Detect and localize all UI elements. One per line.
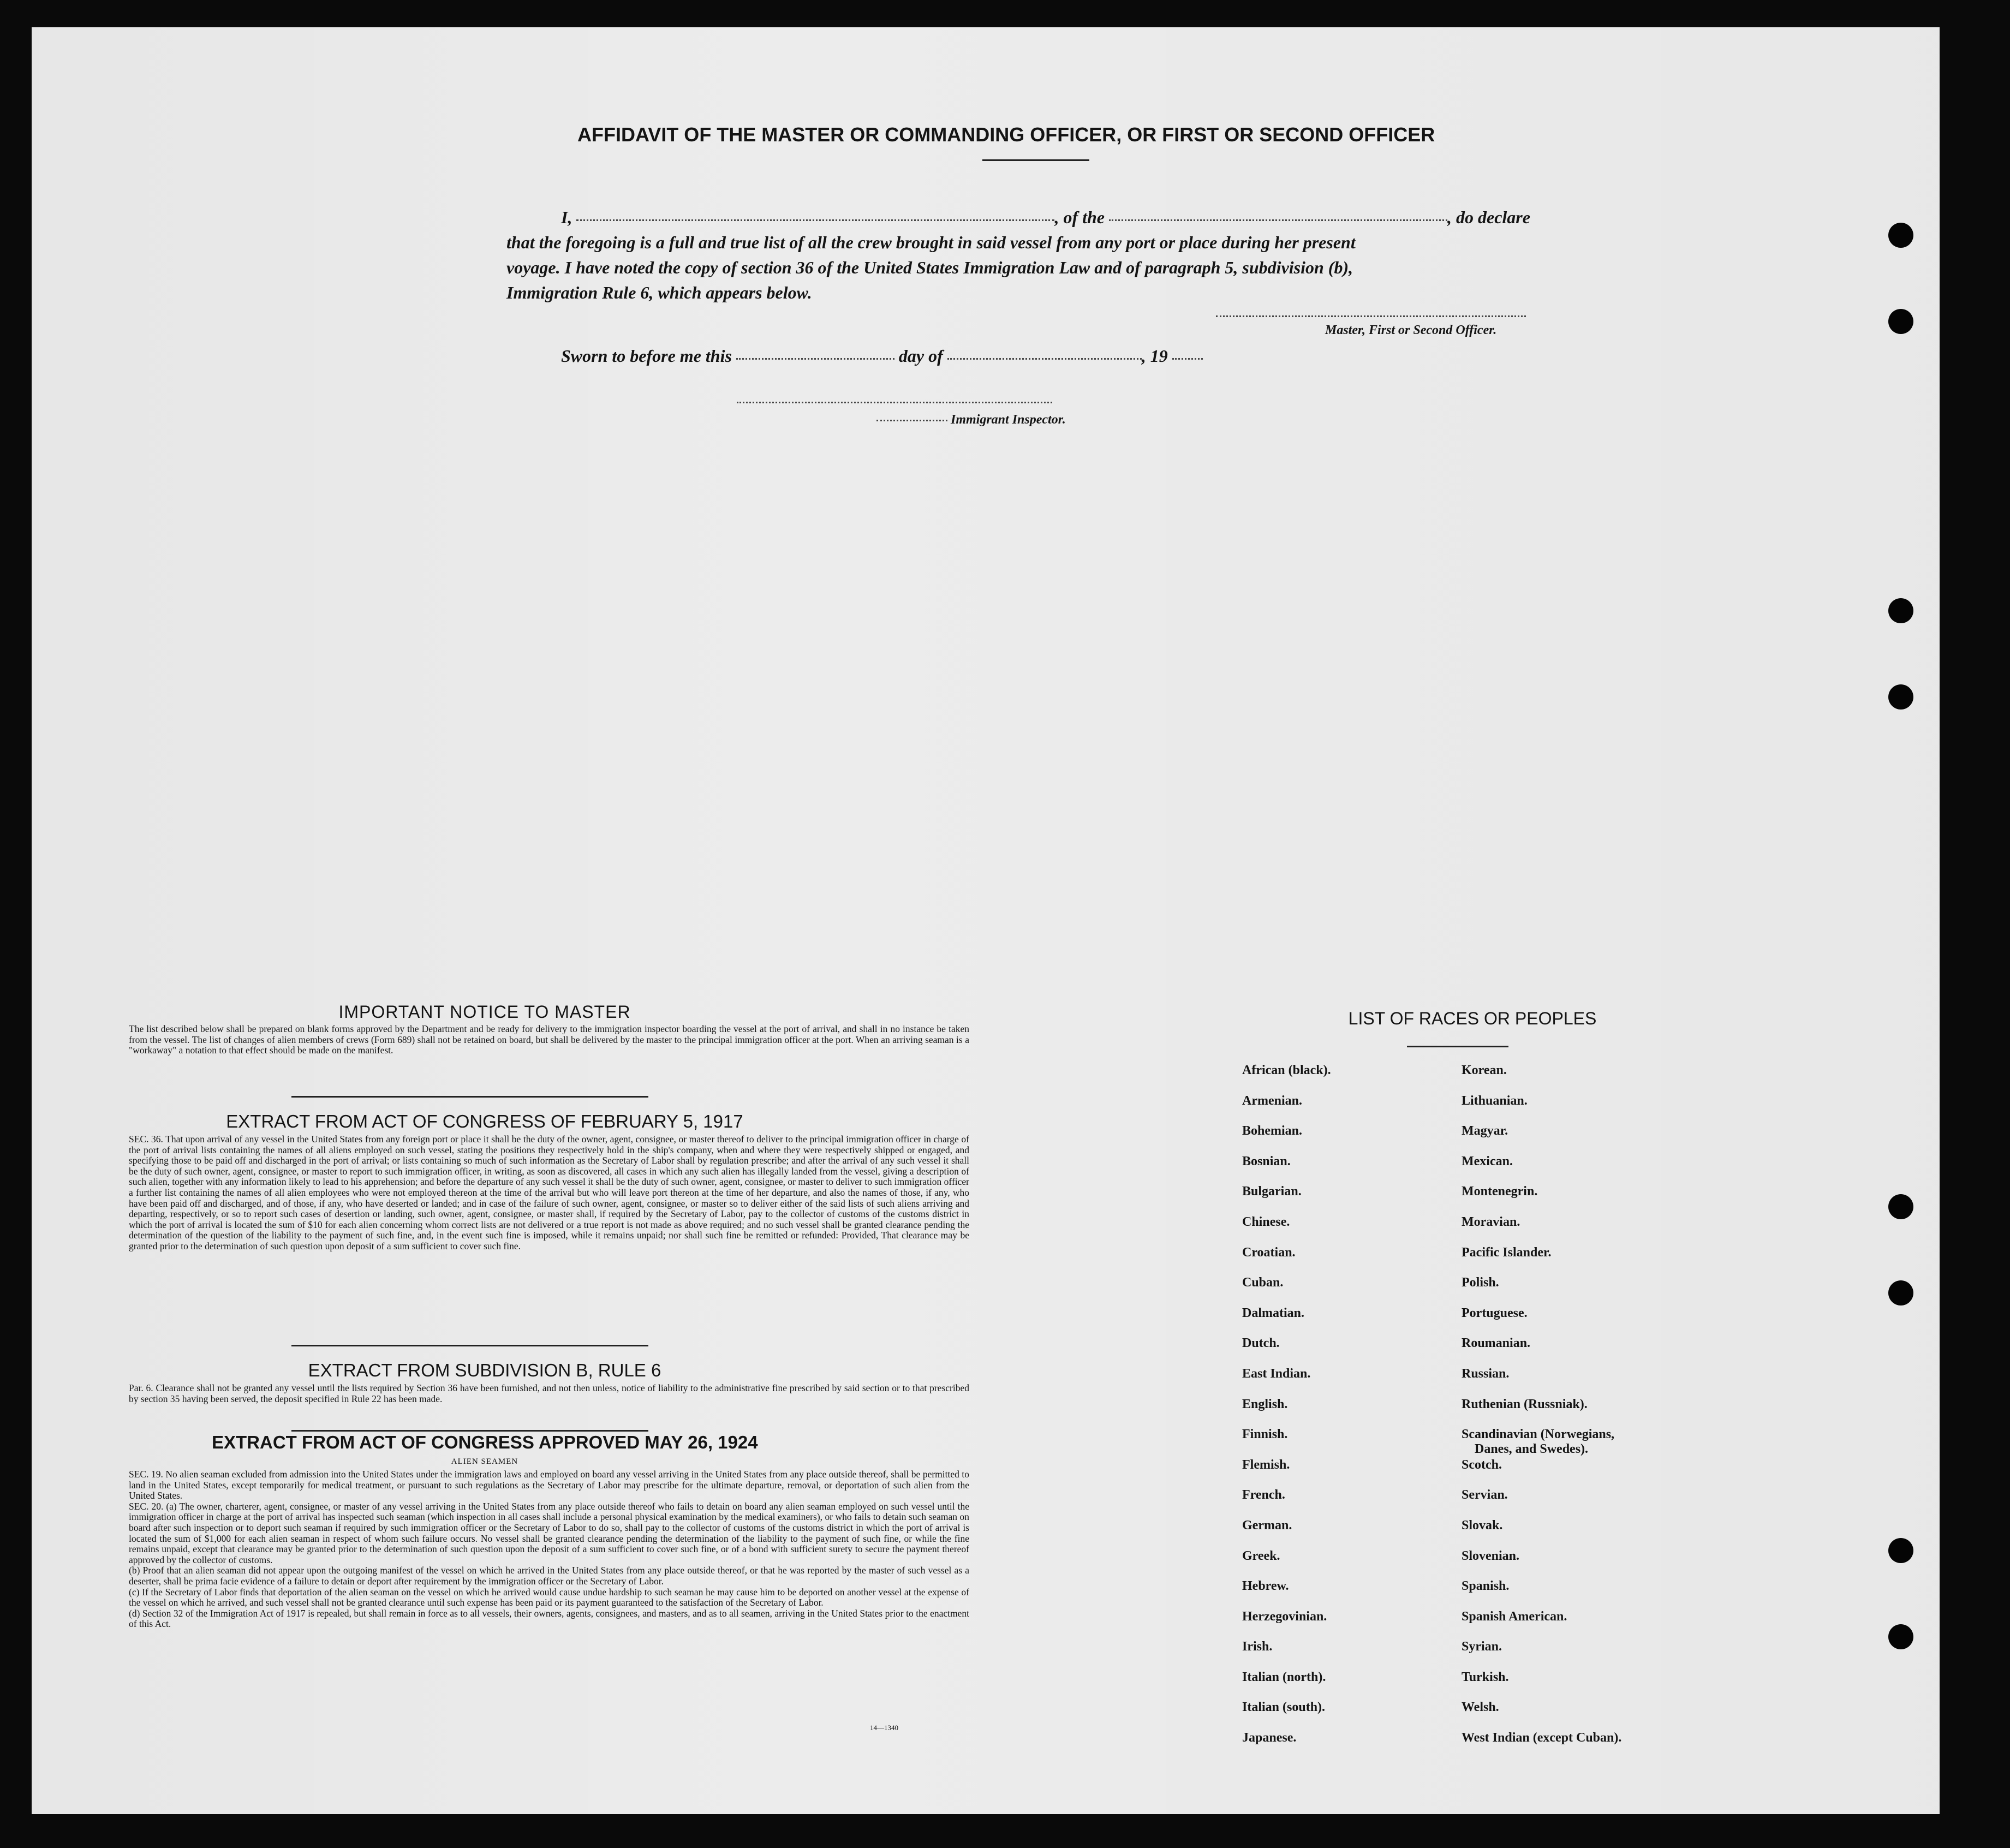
- section-rule: [291, 1345, 648, 1346]
- title-rule: [982, 159, 1089, 161]
- master-signature-label: Master, First or Second Officer.: [1325, 323, 1497, 337]
- affidavit-title: AFFIDAVIT OF THE MASTER OR COMMANDING OFFICER, OR FIRST OR SECOND OFFICER: [577, 123, 1435, 146]
- race-item: Ruthenian (Russniak).: [1462, 1397, 1588, 1411]
- binder-hole: [1888, 684, 1913, 710]
- race-item: Flemish.: [1242, 1457, 1290, 1472]
- extract-rule6-text: Par. 6. Clearance shall not be granted any vessel until the lists required by Section 36 have been furnished, and not then unless, notice of liability to the administrative fine prescribed by said section or to that prescribed by section 35 having been served, the deposit specified in Rule 22 has been made.: [129, 1382, 969, 1404]
- inspector-blank[interactable]: [876, 420, 947, 421]
- document-sheet: [32, 27, 1940, 1814]
- race-item: Dutch.: [1242, 1336, 1280, 1351]
- inspector-label: Immigrant Inspector.: [951, 413, 1066, 427]
- sworn-label: Sworn to before me this: [561, 346, 732, 366]
- race-item: Montenegrin.: [1462, 1184, 1538, 1199]
- race-item: Moravian.: [1462, 1214, 1520, 1229]
- vessel-blank[interactable]: [1109, 219, 1447, 221]
- affidavit-line1: [561, 207, 1609, 228]
- race-item: East Indian.: [1242, 1366, 1311, 1381]
- race-item: Lithuanian.: [1462, 1093, 1528, 1108]
- race-item: Russian.: [1462, 1366, 1510, 1381]
- race-item: Greek.: [1242, 1548, 1280, 1563]
- race-item: Syrian.: [1462, 1640, 1502, 1654]
- race-item: African (black).: [1242, 1063, 1331, 1077]
- race-item: Danes, and Swedes).: [1475, 1442, 1589, 1457]
- race-item: Mexican.: [1462, 1154, 1513, 1169]
- inspector-signature-line[interactable]: [737, 402, 1052, 403]
- year-label: , 19: [1141, 346, 1168, 366]
- race-item: German.: [1242, 1518, 1292, 1533]
- notice-text: The list described below shall be prepared on blank forms approved by the Department and be ready for delivery to the immigration inspector boarding the vessel at the port of arrival, and shall in no instance be taken from the vessel. The list of changes of alien members of crews (Form 689) shall not be retained on board, but shall be delivered by the master to the principal immigration officer at the port. When an arriving seaman is a "workaway" a notation to that effect should be made on the manifest.: [129, 1023, 969, 1056]
- race-item: Bosnian.: [1242, 1154, 1291, 1169]
- race-item: Dalmatian.: [1242, 1305, 1304, 1320]
- race-item: Bohemian.: [1242, 1124, 1303, 1138]
- race-item: Slovak.: [1462, 1518, 1503, 1533]
- race-item: Cuban.: [1242, 1275, 1284, 1290]
- extract-1917-title: EXTRACT FROM ACT OF CONGRESS OF FEBRUARY 5, 1917: [226, 1111, 743, 1131]
- affidavit-line2: that the foregoing is a full and true list of all the crew brought in said vessel from any port or place during her present: [506, 233, 1356, 252]
- race-item: Pacific Islander.: [1462, 1245, 1552, 1260]
- race-item: English.: [1242, 1397, 1288, 1411]
- notice-title: IMPORTANT NOTICE TO MASTER: [338, 1002, 631, 1022]
- binder-hole: [1888, 223, 1913, 248]
- sworn-month-blank[interactable]: [947, 358, 1142, 360]
- race-item: Italian (south).: [1242, 1700, 1326, 1715]
- affidavit-line4: Immigration Rule 6, which appears below.: [506, 283, 812, 302]
- form-number: 14—1340: [870, 1724, 898, 1732]
- name-blank[interactable]: [576, 219, 1054, 221]
- binder-hole: [1888, 309, 1913, 334]
- race-item: Roumanian.: [1462, 1336, 1531, 1351]
- day-of-label: day of: [898, 346, 943, 366]
- binder-hole: [1888, 1280, 1913, 1305]
- inspector-line: [876, 413, 1066, 427]
- binder-hole: [1888, 1194, 1913, 1219]
- race-item: Turkish.: [1462, 1670, 1509, 1684]
- race-item: Servian.: [1462, 1488, 1508, 1503]
- affidavit-declare: , do declare: [1447, 207, 1530, 227]
- race-item: Croatian.: [1242, 1245, 1296, 1260]
- extract-1924-text: SEC. 19. No alien seaman excluded from admission into the United States under the immigration laws and employed on board any vessel arriving in the United States from any place outside thereof, shall be permitted to land in the United States, except temporarily for medical treatment, or pursuant to such regulations as the Secretary of Labor may prescribe for the ultimate departure, removal, or deportation of such alien from the United States. SEC. 20. (a) The owner, charterer, agent, consignee, or master of any vessel arriving in the United States from any place outside thereof who fails to detain on board any alien seaman employed on such vessel until the immigration officer in charge at the port of arrival has inspected such seaman (which inspection in all cases shall include a personal physical examination by the medical examiners), or who fails to detain such seaman on board after such inspection or to deport such seaman if required by such immigration officer or the Secretary of Labor to do so, shall pay to the collector of customs of the customs district in which the port of arrival is located the sum of $1,000 for each alien seaman in respect of whom such failure occurs. No vessel shall be granted clearance pending the determination of the liability to the payment of such fine, or while the fine remains unpaid, except that clearance may be granted prior to the determination of such question upon the deposit of a sum sufficient to cover such fine, or of a bond with sufficient surety to secure the payment thereof approved by the collector of customs. (b) Proof that an alien seaman did not appear upon the outgoing manifest of the vessel on which he arrived in the United States from any place outside thereof, or that he was reported by the master of such vessel as a deserter, shall be prima facie evidence of a failure to detain or deport after requirement by the immigration officer or the Secretary of Labor. (c) If the Secretary of Labor finds that deportation of the alien seaman on the vessel on which he arrived would cause undue hardship to such seaman he may cause him to be deported on another vessel at the expense of the vessel on which he arrived, and such vessel shall not be granted clearance until such expense has been paid or its payment guaranteed to the satisfaction of the Secretary of Labor. (d) Section 32 of the Immigration Act of 1917 is repealed, but shall remain in force as to all vessels, their owners, agents, consignees, and masters, and as to all seamen, arriving in the United States prior to the enactment of this Act.: [129, 1469, 969, 1630]
- race-item: Herzegovinian.: [1242, 1609, 1327, 1624]
- race-item: Portuguese.: [1462, 1305, 1528, 1320]
- race-item: Scotch.: [1462, 1457, 1502, 1472]
- race-item: Hebrew.: [1242, 1579, 1289, 1594]
- races-title: LIST OF RACES OR PEOPLES: [1348, 1009, 1597, 1028]
- race-item: Polish.: [1462, 1275, 1499, 1290]
- race-item: Slovenian.: [1462, 1548, 1520, 1563]
- race-item: Bulgarian.: [1242, 1184, 1302, 1199]
- race-item: French.: [1242, 1488, 1285, 1503]
- section-rule: [291, 1430, 648, 1432]
- race-item: Spanish.: [1462, 1579, 1510, 1594]
- race-item: West Indian (except Cuban).: [1462, 1731, 1622, 1745]
- extract-1917-text: SEC. 36. That upon arrival of any vessel in the United States from any foreign port or place it shall be the duty of the owner, agent, consignee, or master thereof to deliver to the principal immigration officer in charge of the port of arrival lists containing the names of all aliens employed on such vessel, stating the positions they respectively hold in the ship's company, when and where they were respectively shipped or engaged, and specifying those to be paid off and discharged in the port of arrival; or lists containing so much of such information as the Secretary of Labor shall by regulation prescribe; and after the arrival of any such vessel it shall be the duty of such owner, agent, consignee, or master to report to such immigration officer, in writing, as soon as discovered, all cases in which any such alien has illegally landed from the vessel, giving a description of such alien, together with any information likely to lead to his apprehension; and before the departure of any such vessel it shall be the duty of such owner, agent, consignee, or master to deliver to such immigration officer a further list containing the names of all alien employees who were not employed thereon at the time of the arrival but who will leave port thereon at the time of her departure, and also the names of those, if any, who have been paid off and discharged, and of those, if any, who have deserted or landed; and in case of the failure of such owner, agent, consignee, or master so to deliver either of the said lists of such aliens arriving and departing, respectively, or so to report such cases of desertion or landing, such owner, agent, consignee, or master shall, if required by the Secretary of Labor, pay to the collector of customs of the customs district in which the port of arrival is located the sum of $10 for each alien concerning whom correct lists are not delivered or a true report is not made as above required; and no such vessel shall be granted clearance pending the determination of the question of the liability to the payment of such fine, and, in the event such fine is imposed, while it remains unpaid; nor shall such fine be remitted or refunded: Provided, That clearance may be granted prior to the determination of such question upon deposit of a sum sufficient to cover such fine.: [129, 1134, 969, 1251]
- affidavit-i: I,: [561, 207, 572, 227]
- binder-hole: [1888, 1538, 1913, 1563]
- binder-hole: [1888, 598, 1913, 623]
- race-item: Chinese.: [1242, 1214, 1290, 1229]
- race-item: Welsh.: [1462, 1700, 1499, 1715]
- race-item: Magyar.: [1462, 1124, 1508, 1138]
- race-item: Japanese.: [1242, 1731, 1297, 1745]
- sworn-line: [561, 346, 1203, 366]
- race-item: Scandinavian (Norwegians,: [1462, 1427, 1615, 1442]
- affidavit-line3: voyage. I have noted the copy of section 36 of the United States Immigration Law and of paragraph 5, subdivision (b),: [506, 258, 1353, 277]
- race-item: Finnish.: [1242, 1427, 1288, 1442]
- binder-hole: [1888, 1624, 1913, 1649]
- races-title-rule: [1407, 1046, 1508, 1047]
- extract-rule6-title: EXTRACT FROM SUBDIVISION B, RULE 6: [308, 1360, 661, 1380]
- alien-seamen-subtitle: ALIEN SEAMEN: [451, 1457, 518, 1466]
- race-item: Irish.: [1242, 1640, 1273, 1654]
- sworn-year-blank[interactable]: [1172, 358, 1203, 360]
- race-item: Spanish American.: [1462, 1609, 1567, 1624]
- affidavit-of-the: , of the: [1054, 207, 1105, 227]
- sworn-day-blank[interactable]: [736, 358, 894, 360]
- races-right-column: [1462, 1063, 1621, 1761]
- race-item: Italian (north).: [1242, 1670, 1326, 1684]
- section-rule: [291, 1096, 648, 1098]
- master-signature-line[interactable]: [1216, 315, 1526, 317]
- race-item: Armenian.: [1242, 1093, 1302, 1108]
- extract-1924-title: EXTRACT FROM ACT OF CONGRESS APPROVED MAY 26, 1924: [212, 1432, 758, 1452]
- races-left-column: [1242, 1063, 1331, 1761]
- race-item: Korean.: [1462, 1063, 1507, 1077]
